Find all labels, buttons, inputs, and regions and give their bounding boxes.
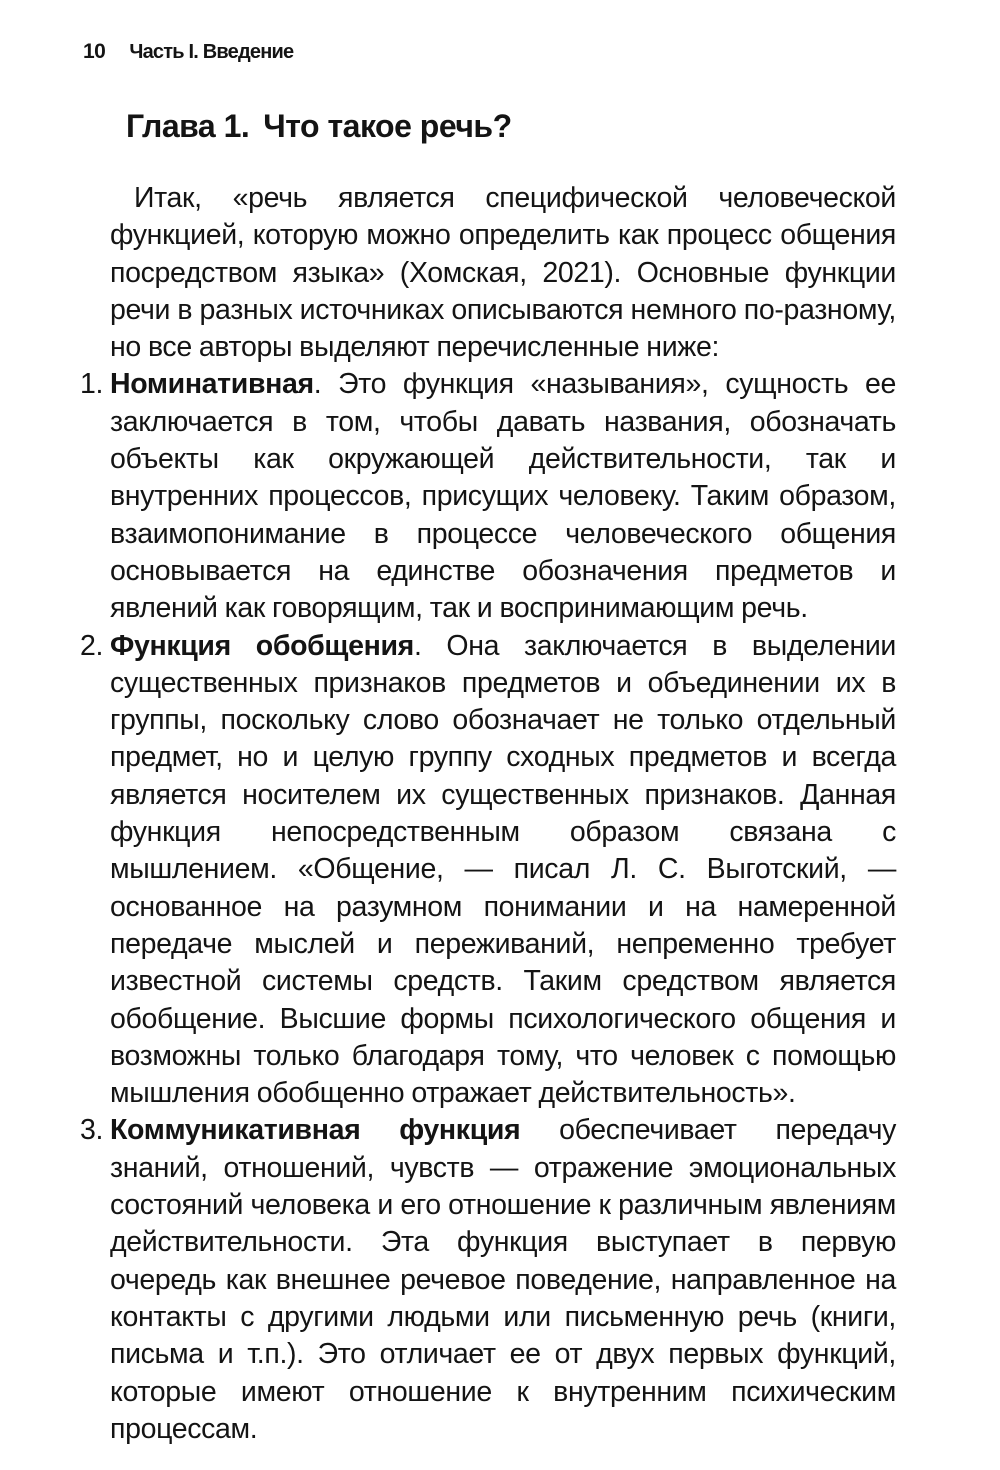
- list-item-term: Номинативная: [110, 368, 314, 401]
- chapter-number: Глава 1.: [126, 108, 250, 144]
- list-item-text: обеспечивает передачу знаний, отношений, чувств — отражение эмоциональных состояний человека и его отношение к различным явлениям действительности. Эта функция выступает в первую очередь как внешнее речевое поведение, направленное на контакты с другими людьми или письменную речь (книги, письма и т.п.). Это отличает ее от двух первых функций, которые имеют отношение к внутренним психическим процессам.: [110, 1114, 896, 1445]
- list-item-number: 1.: [80, 368, 104, 401]
- section-title: Часть I. Введение: [129, 41, 294, 63]
- list-item-term: Функция обобщения: [110, 629, 414, 662]
- chapter-title: Что такое речь?: [263, 108, 512, 144]
- list-item-number: 2.: [80, 629, 104, 662]
- list-item-text: . Это функция «называния», сущность ее заключается в том, чтобы давать названия, обозначать объекты как окружающей действительности, так и внутренних процессов, присущих человеку. Таким образом, взаимопонимание в процессе человеческого общения основывается на единстве обозначения предметов и явлений как говорящим, так и воспринимающим речь.: [110, 368, 896, 625]
- list-item: [80, 628, 896, 1113]
- running-head: [83, 40, 293, 64]
- list-item: [80, 366, 896, 627]
- list-item-number: 3.: [80, 1114, 104, 1147]
- page-number: 10: [83, 40, 106, 63]
- intro-paragraph: Итак, «речь является специфической человеческой функцией, которую можно определить как процесс общения посредством языка» (Хомская, 2021). Основные функции речи в разных источниках описываются немного по-разному, но все авторы выделяют перечисленные ниже:: [110, 182, 896, 364]
- list-item-text: . Она заключается в выделении существенных признаков предметов и объединении их в группы, поскольку слово обозначает не только отдельный предмет, но и целую группу сходных предметов и всегда является носителем их существенных признаков. Данная функция непосредственным образом связана с мышлением. «Общение, — писал Л. С. Выготский, — основанное на разумном понимании и на намеренной передаче мыслей и переживаний, непременно требует известной системы средств. Таким средством является обобщение. Высшие формы психологического общения и возможны только благодаря тому, что человек с помощью мышления обобщенно отражает действительность».: [110, 629, 896, 1110]
- body-text: [80, 180, 896, 1448]
- speech-functions-list: [80, 366, 896, 1448]
- list-item-term: Коммуникативная функция: [110, 1114, 521, 1147]
- chapter-heading: [126, 108, 512, 145]
- list-item: [80, 1112, 896, 1448]
